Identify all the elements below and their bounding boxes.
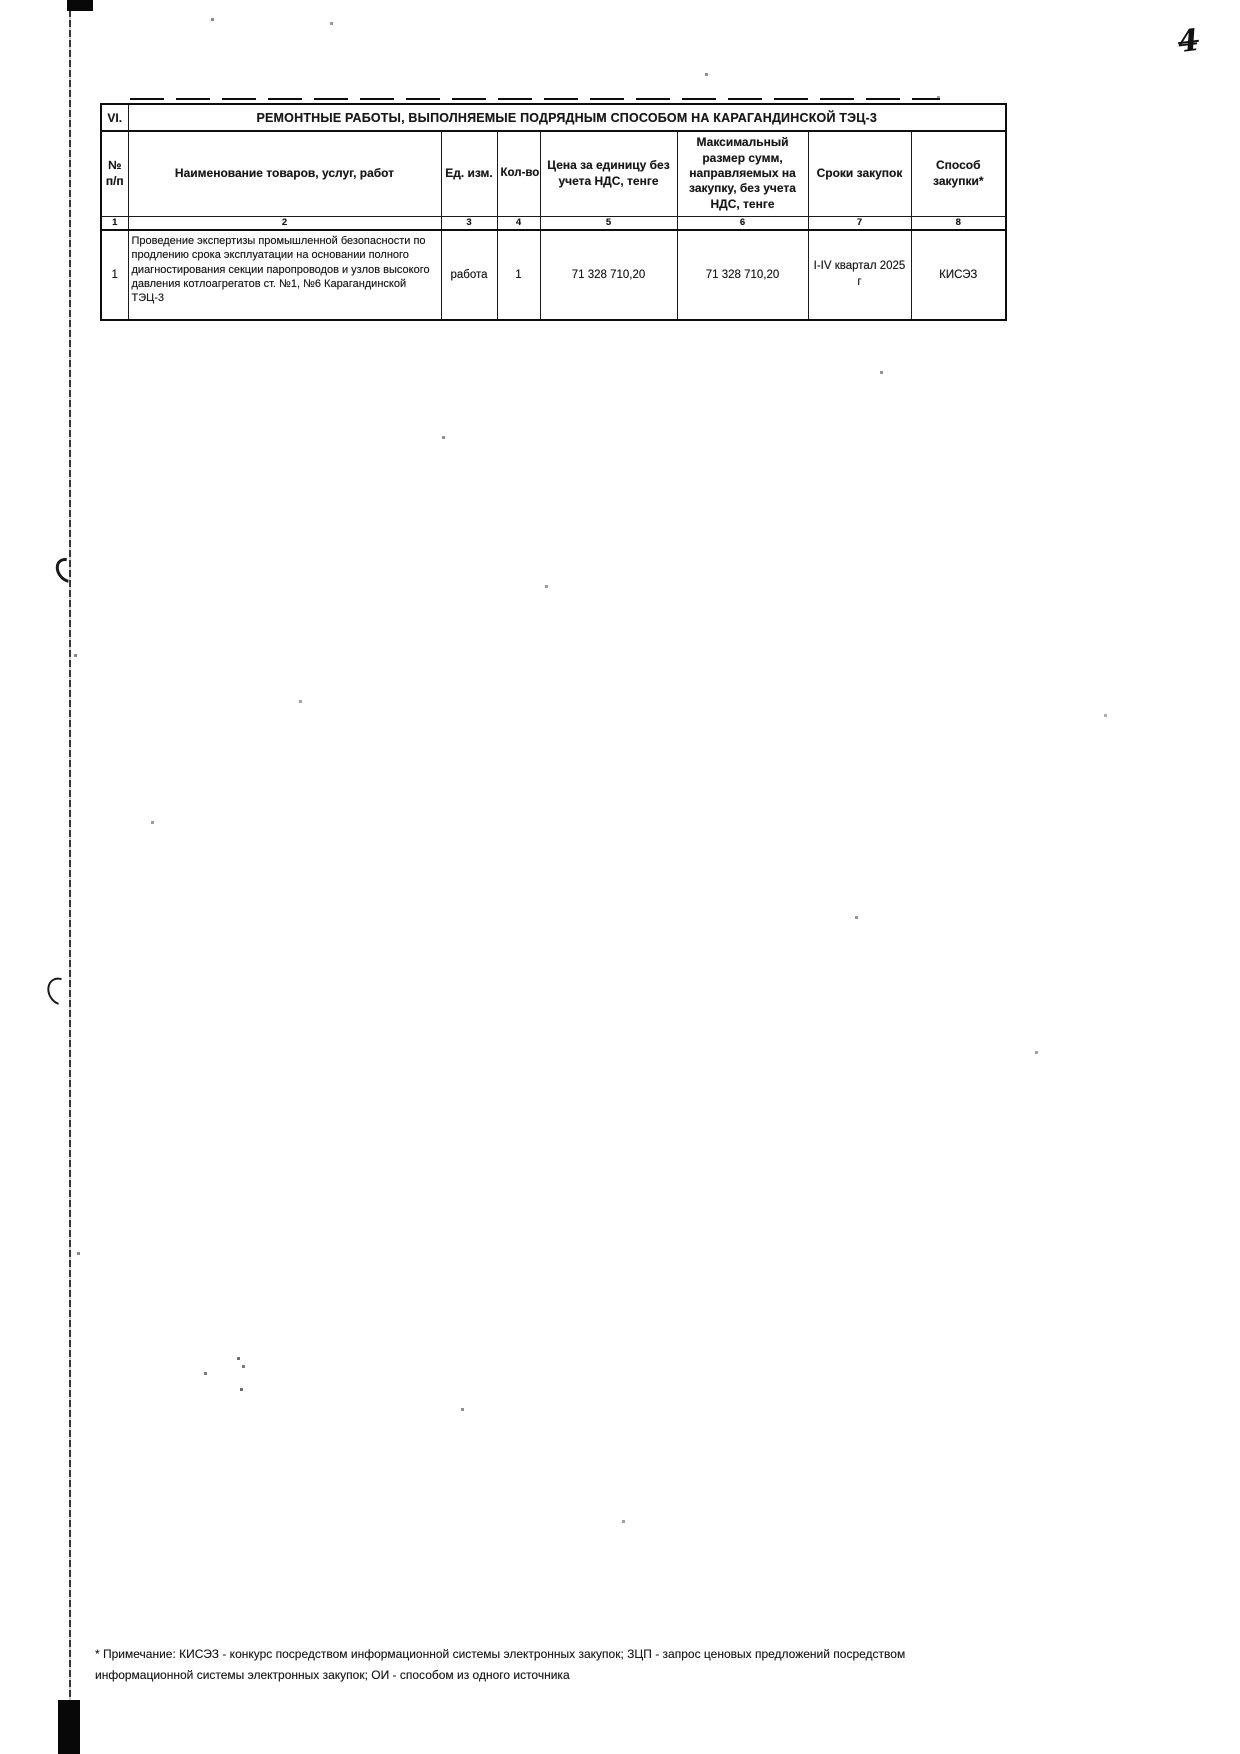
- col-number: 2: [128, 216, 441, 230]
- cell-max-amount: 71 328 710,20: [677, 230, 808, 320]
- cell-period: I-IV квартал 2025 г: [808, 230, 911, 320]
- col-number: 1: [101, 216, 128, 230]
- col-number: 6: [677, 216, 808, 230]
- binder-hole-mark: [42, 973, 77, 1010]
- scan-edge-line-artifact: [69, 0, 71, 1754]
- col-header-name: Наименование товаров, услуг, работ: [128, 131, 441, 216]
- col-header-max-amount: Максимальный размер сумм, направляемых на закупку, без учета НДС, тенге: [677, 131, 808, 216]
- table-top-scan-line: [130, 98, 940, 100]
- procurement-table: [100, 103, 1007, 321]
- cell-unit: работа: [441, 230, 497, 320]
- footnote: [95, 1644, 975, 1686]
- col-number: 5: [540, 216, 677, 230]
- footnote-line-2: информационной системы электронных закупок; ОИ - способом из одного источника: [95, 1668, 570, 1682]
- cell-qty: 1: [497, 230, 540, 320]
- scan-noise-dots: [0, 0, 1, 1]
- section-number: VI.: [101, 104, 128, 131]
- binder-hole-mark: [51, 553, 84, 587]
- col-number: 7: [808, 216, 911, 230]
- cell-row-number: 1: [101, 230, 128, 320]
- cell-work-name: Проведение экспертизы промышленной безопасности по продлению срока эксплуатации на основании полного диагностирования секции паропроводов и узлов высокого давления котлоагрегатов ст. №1, №6 Карагандинской ТЭЦ-3: [128, 230, 441, 320]
- handwritten-page-number: 4: [1175, 22, 1201, 61]
- col-number: 4: [497, 216, 540, 230]
- cell-unit-price: 71 328 710,20: [540, 230, 677, 320]
- table-row: [101, 230, 1006, 320]
- col-header-unit: Ед. изм.: [441, 131, 497, 216]
- column-number-row: [101, 216, 1006, 230]
- col-number: 8: [911, 216, 1006, 230]
- col-header-qty: Кол-во: [497, 131, 540, 216]
- scan-corner-artifact-bottom: [58, 1700, 80, 1754]
- col-header-period: Сроки закупок: [808, 131, 911, 216]
- scan-corner-artifact-top: [67, 0, 93, 11]
- section-title: РЕМОНТНЫЕ РАБОТЫ, ВЫПОЛНЯЕМЫЕ ПОДРЯДНЫМ СПОСОБОМ НА КАРАГАНДИНСКОЙ ТЭЦ-3: [128, 104, 1006, 131]
- col-number: 3: [441, 216, 497, 230]
- column-header-row: [101, 131, 1006, 216]
- col-header-method: Способ закупки*: [911, 131, 1006, 216]
- col-header-number: № п/п: [101, 131, 128, 216]
- section-header-row: [101, 104, 1006, 131]
- cell-method: КИСЭЗ: [911, 230, 1006, 320]
- col-header-unit-price: Цена за единицу без учета НДС, тенге: [540, 131, 677, 216]
- footnote-line-1: * Примечание: КИСЭЗ - конкурс посредством информационной системы электронных закупок; ЗЦП - запрос ценовых предложений посредством: [95, 1647, 906, 1661]
